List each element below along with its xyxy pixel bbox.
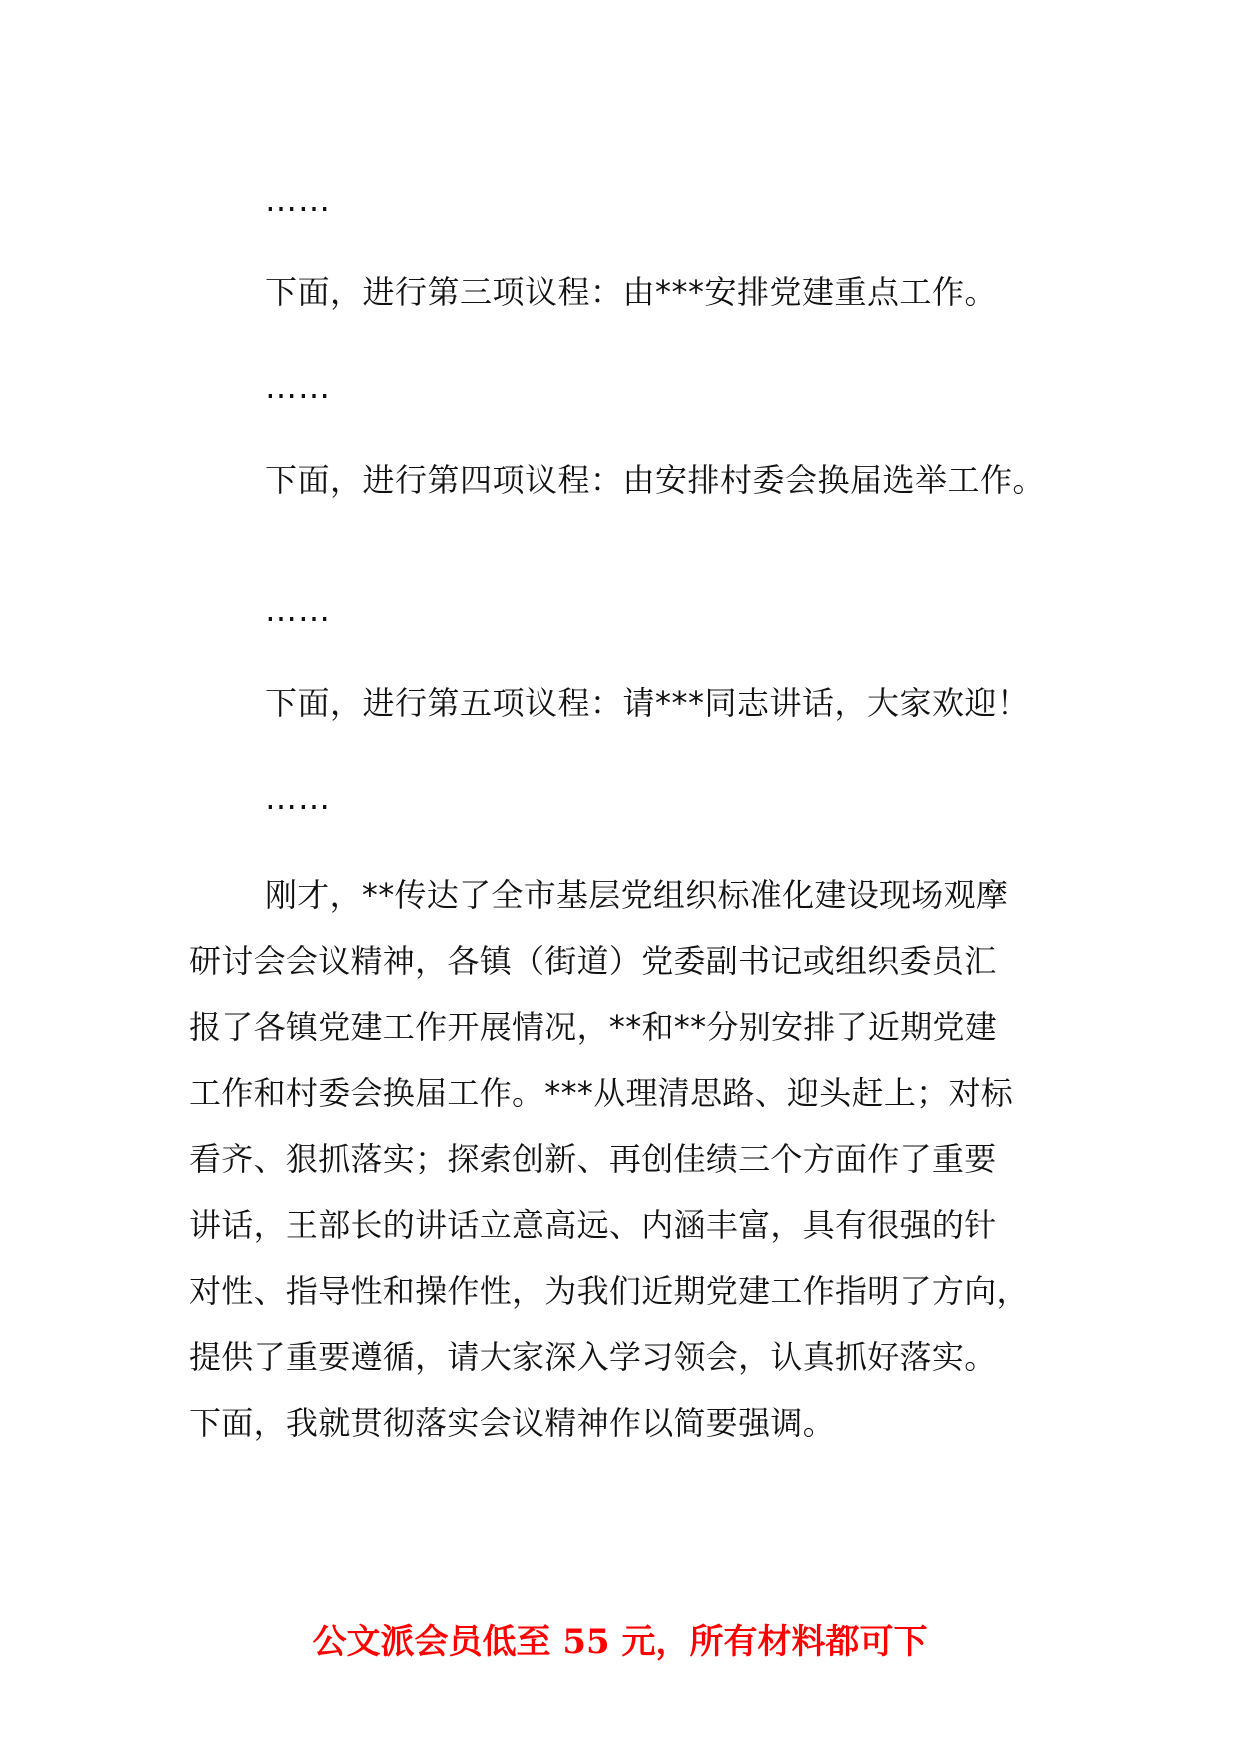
paragraph-line: 报了各镇党建工作开展情况，**和**分别安排了近期党建 xyxy=(189,1008,998,1046)
summary-paragraph xyxy=(189,862,1069,1456)
paragraph-line: 工作和村委会换届工作。***从理清思路、迎头赶上；对标 xyxy=(189,1074,1014,1112)
paragraph-line: 刚才，**传达了全市基层党组织标准化建设现场观摩 xyxy=(265,876,1009,914)
promo-banner: 公文派会员低至 55 元，所有材料都可下 xyxy=(312,1622,928,1662)
ellipsis-1: …… xyxy=(265,181,331,219)
paragraph-line: 讲话，王部长的讲话立意高远、内涵丰富，具有很强的针 xyxy=(189,1206,997,1244)
paragraph-line: 对性、指导性和操作性，为我们近期党建工作指明了方向， xyxy=(189,1272,1029,1310)
paragraph-line: 提供了重要遵循，请大家深入学习领会，认真抓好落实。 xyxy=(189,1338,997,1376)
ellipsis-4: …… xyxy=(265,779,331,817)
agenda-item-5: 下面，进行第五项议程：请***同志讲话，大家欢迎！ xyxy=(265,684,1030,722)
ellipsis-3: …… xyxy=(265,591,331,629)
ellipsis-2: …… xyxy=(265,368,331,406)
agenda-item-4: 下面，进行第四项议程：由安排村委会换届选举工作。 xyxy=(265,461,1046,499)
paragraph-line: 看齐、狠抓落实；探索创新、再创佳绩三个方面作了重要 xyxy=(189,1140,997,1178)
paragraph-line: 研讨会会议精神，各镇（街道）党委副书记或组织委员汇 xyxy=(189,942,997,980)
agenda-item-3: 下面，进行第三项议程：由***安排党建重点工作。 xyxy=(265,273,998,311)
paragraph-line: 下面，我就贯彻落实会议精神作以简要强调。 xyxy=(189,1404,836,1442)
